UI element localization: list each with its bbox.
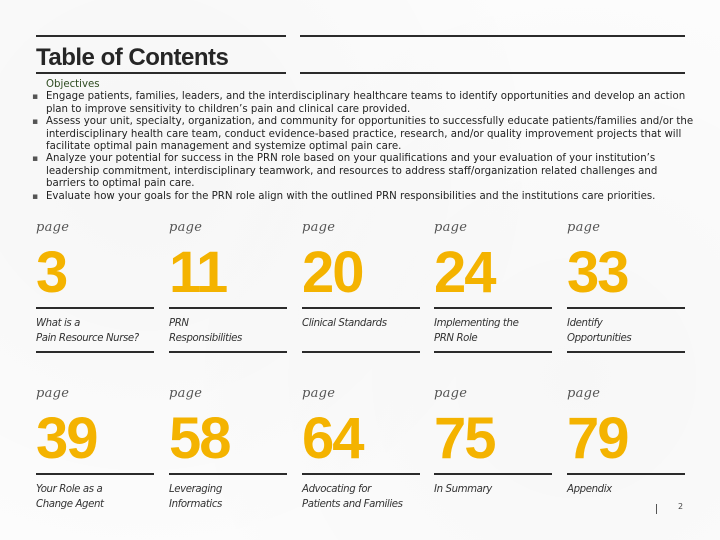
page-number: 75: [434, 406, 495, 471]
entry-title: Your Role as a Change Agent: [36, 484, 104, 510]
page-number: 33: [567, 240, 628, 305]
entry-rule: [434, 473, 552, 475]
page-number: 79: [567, 406, 628, 471]
page-label: page: [36, 386, 70, 401]
objective-text: Evaluate how your goals for the PRN role align with the outlined PRN responsibilities and the institutions care priorities.: [46, 190, 656, 202]
entry-rule: [302, 351, 420, 353]
entry-rule: [567, 351, 685, 353]
header-rule-1: [36, 35, 286, 37]
entry-rule: [567, 473, 685, 475]
bullet-icon: ▪: [32, 154, 39, 165]
page-label: page: [169, 386, 203, 401]
entry-rule: [36, 307, 154, 309]
page-label: page: [302, 386, 336, 401]
entry-rule: [567, 307, 685, 309]
entry-rule: [302, 473, 420, 475]
header-rule-4: [300, 72, 685, 74]
objective-item: [30, 116, 700, 153]
bullet-icon: ▪: [32, 92, 39, 103]
toc-entry[interactable]: [302, 386, 420, 510]
entry-rule: [169, 307, 287, 309]
entry-title: Appendix: [567, 484, 612, 495]
entry-rule: [169, 351, 287, 353]
entry-rule: [36, 473, 154, 475]
footer-divider: [656, 504, 657, 514]
entry-title: Advocating for Patients and Families: [302, 484, 403, 510]
objective-text: Analyze your potential for success in the PRN role based on your qualifications and your evaluation of your institution’s leadership commitment, interdisciplinary teamwork, and resources to address staff/organization related challenges and barriers to optimal pain care.: [46, 153, 658, 190]
objectives-heading: Objectives: [46, 79, 100, 90]
entry-title: Identify Opportunities: [567, 318, 632, 344]
page-number: 3: [36, 240, 67, 305]
page-number: 58: [169, 406, 230, 471]
page-number: 64: [302, 406, 363, 471]
page-label: page: [434, 220, 468, 235]
toc-entry[interactable]: [169, 386, 287, 510]
objective-item: [30, 191, 700, 203]
entry-title: In Summary: [434, 484, 492, 495]
page-label: page: [36, 220, 70, 235]
objectives-list: [30, 91, 700, 203]
objective-item: [30, 91, 700, 116]
bullet-icon: ▪: [32, 117, 39, 128]
toc-entry[interactable]: [434, 220, 552, 344]
entry-rule: [302, 307, 420, 309]
objective-text: Engage patients, families, leaders, and the interdisciplinary healthcare teams to identify opportunities and develop an action plan to improve sensitivity to children’s pain and clinical care provided.: [46, 91, 686, 115]
page-title: Table of Contents: [36, 44, 229, 71]
page-label: page: [169, 220, 203, 235]
header-rule-2: [300, 35, 685, 37]
entry-title: Implementing the PRN Role: [434, 318, 519, 344]
entry-title: Clinical Standards: [302, 318, 387, 329]
toc-entry[interactable]: [567, 386, 685, 495]
page-label: page: [567, 386, 601, 401]
header-rule-3: [36, 72, 286, 74]
toc-entry[interactable]: [567, 220, 685, 344]
entry-title: What is a Pain Resource Nurse?: [36, 318, 139, 344]
page-number: 24: [434, 240, 495, 305]
toc-entry[interactable]: [36, 220, 154, 344]
objective-text: Assess your unit, specialty, organization, and community for opportunities to successfully educate patients/families and/or the interdisciplinary health care team, conduct evidence-based practice, research, and/or quality improvement projects that will facilitate optimal pain management and systemize optimal pain care.: [46, 116, 694, 153]
entry-title: Leveraging Informatics: [169, 484, 222, 510]
page-label: page: [567, 220, 601, 235]
toc-entry[interactable]: [434, 386, 552, 495]
page-label: page: [434, 386, 468, 401]
entry-rule: [434, 351, 552, 353]
slide-number: 2: [678, 502, 684, 511]
entry-rule: [36, 351, 154, 353]
toc-entry[interactable]: [302, 220, 420, 329]
bullet-icon: ▪: [32, 191, 39, 202]
toc-entry[interactable]: [36, 386, 154, 510]
page-label: page: [302, 220, 336, 235]
entry-title: PRN Responsibilities: [169, 318, 242, 344]
objectives-block: [30, 79, 700, 203]
objective-item: [30, 153, 700, 190]
page-number: 20: [302, 240, 363, 305]
toc-entry[interactable]: [169, 220, 287, 344]
entry-rule: [169, 473, 287, 475]
page-number: 39: [36, 406, 97, 471]
page-number: 11: [169, 240, 227, 305]
entry-rule: [434, 307, 552, 309]
